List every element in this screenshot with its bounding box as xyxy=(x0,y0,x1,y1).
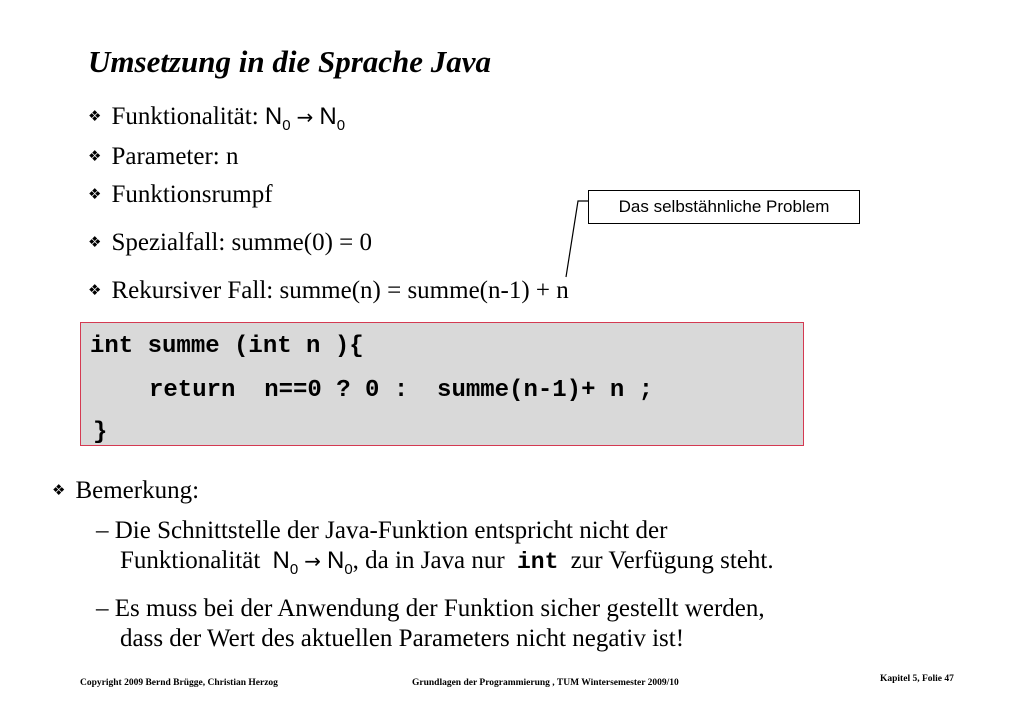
code-line-2: return n==0 ? 0 : summe(n-1)+ n ; xyxy=(149,377,654,404)
remark-item-2 xyxy=(96,594,765,654)
remark-item-1 xyxy=(96,516,774,577)
remark-heading xyxy=(52,477,199,505)
code-line-1: int summe (int n ){ xyxy=(90,333,364,360)
footer-page-number: Kapitel 5, Folie 47 xyxy=(880,674,954,684)
slide-title: Umsetzung in die Sprache Java xyxy=(88,44,492,79)
remark-label: Bemerkung: xyxy=(75,477,200,504)
bullet-special-case xyxy=(88,230,372,255)
remark-item-2-line-2: dass der Wert des aktuellen Parameters nicht negativ ist! xyxy=(120,625,685,652)
remark-item-2-line-1: – Es muss bei der Anwendung der Funktion sicher gestellt werden, xyxy=(96,595,765,622)
recursive-case-text: Rekursiver Fall: summe(n) = summe(n-1) + n xyxy=(111,277,569,304)
remark-item-1-line-2: Funktionalität $N_0 \to N_0$, da in Java nur int zur Verfügung steht. xyxy=(120,547,774,578)
diamond-bullet-icon: ❖ xyxy=(88,185,102,203)
remark-item-1-line-1: – Die Schnittstelle der Java-Funktion entspricht nicht der xyxy=(96,517,668,544)
inline-code-int: int xyxy=(516,549,559,575)
diamond-bullet-icon: ❖ xyxy=(88,147,102,165)
diamond-bullet-icon: ❖ xyxy=(52,481,66,499)
bullet-recursive-case xyxy=(88,278,569,303)
parameter-text: Parameter: n xyxy=(111,143,239,170)
code-line-3: } xyxy=(93,419,108,446)
bullet-functionality xyxy=(88,103,346,134)
bullet-parameter xyxy=(88,144,238,169)
footer-course: Grundlagen der Programmierung , TUM Wintersemester 2009/10 xyxy=(412,678,679,688)
n0-symbol: $N_0$ xyxy=(272,547,299,578)
arrow-icon: → xyxy=(304,549,321,573)
n0-symbol: $N_0$ xyxy=(326,547,353,578)
special-case-text: Spezialfall: summe(0) = 0 xyxy=(111,229,373,256)
n0-symbol: $N_0$ xyxy=(319,103,346,134)
diamond-bullet-icon: ❖ xyxy=(88,107,102,125)
functionality-label: Funktionalität: xyxy=(111,103,259,130)
bullet-body xyxy=(88,182,273,207)
diamond-bullet-icon: ❖ xyxy=(88,281,102,299)
callout-box: Das selbstähnliche Problem xyxy=(588,190,860,224)
body-text: Funktionsrumpf xyxy=(111,181,273,208)
arrow-icon: → xyxy=(296,105,314,129)
diamond-bullet-icon: ❖ xyxy=(88,233,102,251)
footer-copyright: Copyright 2009 Bernd Brügge, Christian Herzog xyxy=(80,678,278,688)
code-block xyxy=(80,322,804,446)
n0-symbol: $N_0$ xyxy=(264,103,291,134)
